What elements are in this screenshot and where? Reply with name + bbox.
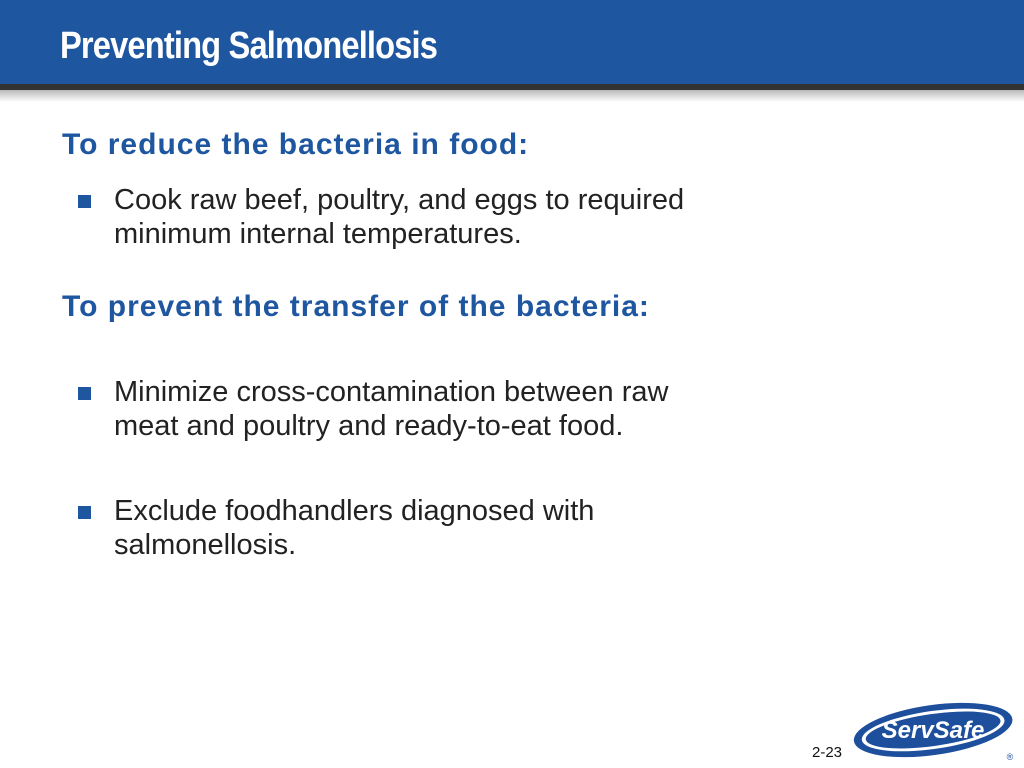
section-heading-reduce: To reduce the bacteria in food:: [62, 128, 530, 161]
logo-wordmark: ServSafe: [881, 717, 985, 744]
bullet-text: Minimize cross-contamination between raw meat and poultry and ready-to-eat food.: [114, 376, 669, 442]
bullet-text: Exclude foodhandlers diagnosed with salmonellosis.: [114, 495, 595, 561]
page-number: 2-23: [812, 744, 843, 761]
slide-title: Preventing Salmonellosis: [60, 25, 438, 67]
square-bullet-icon: [78, 195, 91, 208]
servsafe-logo: [848, 694, 1018, 764]
registered-mark: ®: [1006, 752, 1014, 762]
section-heading-prevent: To prevent the transfer of the bacteria:: [62, 290, 650, 323]
title-bar: [0, 0, 1024, 84]
title-divider-shadow: [0, 90, 1024, 102]
square-bullet-icon: [78, 506, 91, 519]
bullet-text: Cook raw beef, poultry, and eggs to required minimum internal temperatures.: [114, 184, 685, 250]
square-bullet-icon: [78, 387, 91, 400]
